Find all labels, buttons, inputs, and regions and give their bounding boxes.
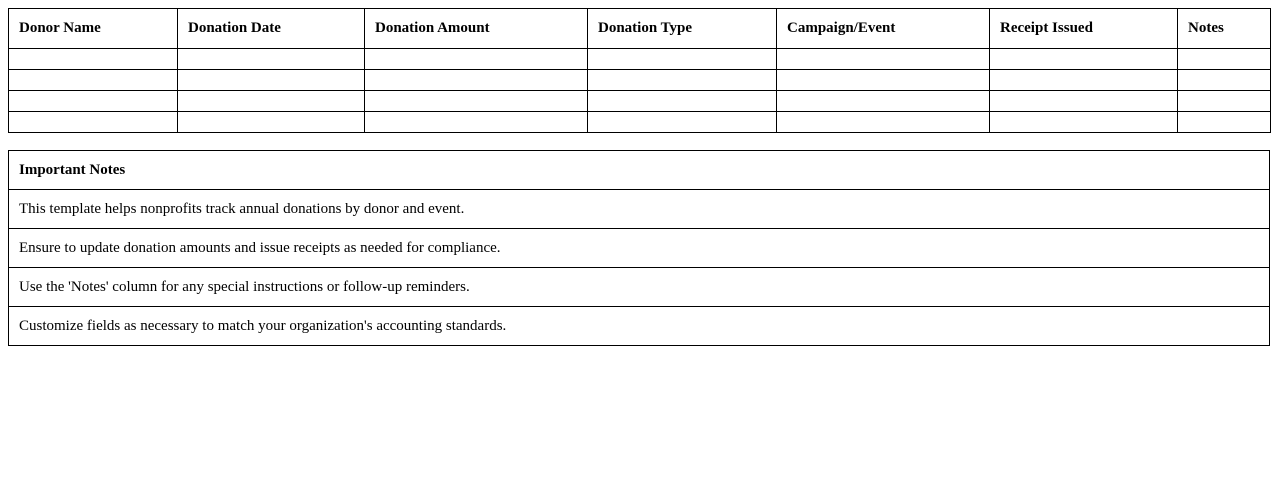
table-cell[interactable] <box>1178 70 1271 91</box>
notes-title: Important Notes <box>9 151 1270 190</box>
list-item <box>9 307 1270 346</box>
note-text: Use the 'Notes' column for any special instructions or follow-up reminders. <box>9 268 1270 307</box>
table-row <box>9 70 1271 91</box>
table-cell[interactable] <box>1178 112 1271 133</box>
table-row <box>9 112 1271 133</box>
table-cell[interactable] <box>365 91 588 112</box>
table-cell[interactable] <box>990 112 1178 133</box>
table-cell[interactable] <box>588 112 777 133</box>
header-receipt-issued: Receipt Issued <box>990 9 1178 49</box>
table-cell[interactable] <box>588 49 777 70</box>
header-donation-amount: Donation Amount <box>365 9 588 49</box>
table-cell[interactable] <box>777 49 990 70</box>
header-notes: Notes <box>1178 9 1271 49</box>
table-cell[interactable] <box>588 91 777 112</box>
table-cell[interactable] <box>178 112 365 133</box>
table-cell[interactable] <box>365 112 588 133</box>
table-cell[interactable] <box>9 112 178 133</box>
table-row <box>9 91 1271 112</box>
list-item <box>9 229 1270 268</box>
table-cell[interactable] <box>178 70 365 91</box>
table-cell[interactable] <box>365 70 588 91</box>
table-header-row <box>9 9 1271 49</box>
table-cell[interactable] <box>990 49 1178 70</box>
note-text: This template helps nonprofits track annual donations by donor and event. <box>9 190 1270 229</box>
list-item <box>9 190 1270 229</box>
header-donor-name: Donor Name <box>9 9 178 49</box>
header-donation-date: Donation Date <box>178 9 365 49</box>
table-cell[interactable] <box>178 91 365 112</box>
table-cell[interactable] <box>9 91 178 112</box>
notes-header-row <box>9 151 1270 190</box>
table-cell[interactable] <box>588 70 777 91</box>
table-cell[interactable] <box>365 49 588 70</box>
header-donation-type: Donation Type <box>588 9 777 49</box>
table-cell[interactable] <box>9 49 178 70</box>
table-cell[interactable] <box>1178 49 1271 70</box>
table-cell[interactable] <box>178 49 365 70</box>
list-item <box>9 268 1270 307</box>
table-cell[interactable] <box>1178 91 1271 112</box>
note-text: Customize fields as necessary to match your organization's accounting standards. <box>9 307 1270 346</box>
note-text: Ensure to update donation amounts and issue receipts as needed for compliance. <box>9 229 1270 268</box>
important-notes-table <box>8 150 1270 346</box>
table-cell[interactable] <box>990 70 1178 91</box>
table-cell[interactable] <box>777 91 990 112</box>
donation-table <box>8 8 1271 133</box>
table-cell[interactable] <box>777 112 990 133</box>
table-row <box>9 49 1271 70</box>
table-cell[interactable] <box>9 70 178 91</box>
table-cell[interactable] <box>777 70 990 91</box>
table-cell[interactable] <box>990 91 1178 112</box>
header-campaign-event: Campaign/Event <box>777 9 990 49</box>
